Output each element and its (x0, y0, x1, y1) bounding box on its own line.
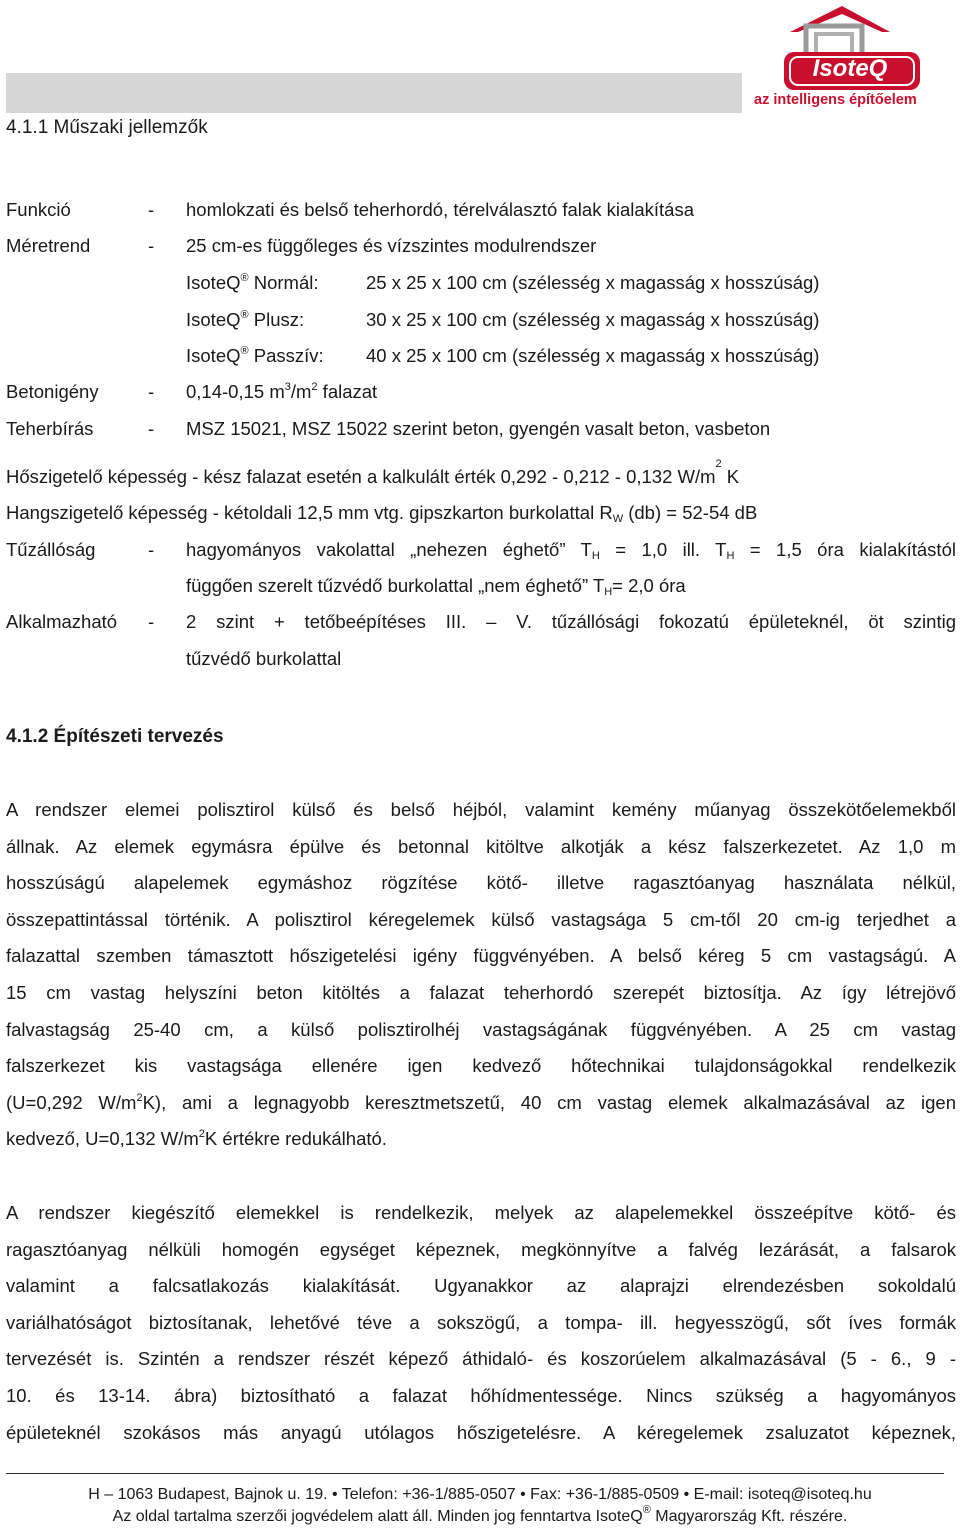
text-line: falazattal szemben támasztott hőszigetelési igény függvényében. A belső kéreg 5 cm vastagságú. A (6, 945, 956, 967)
variant-label: IsoteQ® Passzív: (186, 345, 324, 366)
footer-divider (6, 1473, 944, 1474)
spec-dash: - (148, 199, 155, 220)
text-line: tervezését is. Szintén a rendszer részét képező áthidaló- és koszorúelem alkalmazásával (5 - 6., 9 - (6, 1348, 956, 1370)
spec-dash: - (148, 381, 155, 402)
text-line: 15 cm vastag helyszíni beton kitöltés a falazat teherhordó szerepét biztosítja. Az így létrejövő (6, 981, 956, 1003)
text-line: 10. és 13-14. ábra) biztosítható a falazat hőhídmentessége. Nincs szükség a hagyományos (6, 1384, 956, 1406)
spec-value: függően szerelt tűzvédő burkolattal „nem éghető” $T_H= 2,0$ óra (186, 575, 686, 598)
spec-value: MSZ 15021, MSZ 15022 szerint beton, gyengén vasalt beton, vasbeton (186, 418, 771, 439)
spec-dash: - (148, 539, 155, 560)
spec-value: 0,14-0,15 $m^3/m^2$ falazat (186, 381, 378, 402)
footer-copyright: Az oldal tartalma szerzői jogvédelem alatt áll. Minden jog fenntartva IsoteQ® Magyarország Kft. részére. (112, 1504, 848, 1525)
logo-wordmark: IsoteQ (812, 55, 888, 82)
logo-tagline: az intelligens építőelem (754, 92, 917, 108)
variant-label: IsoteQ® Plusz: (186, 309, 305, 330)
text-line: valamint a falcsatlakozás kialakítását. Ugyanakkor az alaprajzi elrendezésben sokoldalú (6, 1275, 956, 1297)
text-line: épületeknél szokásos más anyagú utólagos hőszigetelésre. A kéregelemek zsaluzatot képeznek, (6, 1421, 956, 1443)
paragraph-2 (6, 1195, 956, 1451)
spec-label: Tűzállóság (6, 539, 96, 560)
spec-value: hagyományos vakolattal „nehezen éghető” $T_H = 1,0$ ill. $T_H = 1,5$ óra kialakítástól (186, 539, 956, 562)
text-line: kedvező, U=0,132 $W/m^2K$ értékre redukálható. (6, 1128, 387, 1150)
variant-dims: 40 x 25 x 100 cm (szélesség x magasság x hosszúság) (366, 345, 820, 366)
variant-dims: 25 x 25 x 100 cm (szélesség x magasság x hosszúság) (366, 272, 820, 293)
text-line: állnak. Az elemek egymásra épülve és betonnal kitöltve alkotják a kész falszerkezetet. Az 1,0 m (6, 835, 956, 857)
spec-value: tűzvédő burkolattal (186, 648, 342, 669)
spec-value: 2 szint + tetőbeépítéses III. – V. tűzállósági fokozatú épületeknél, öt szintig (186, 611, 956, 632)
spec-label: Alkalmazható (6, 611, 118, 632)
section-title-1: 4.1.1 Műszaki jellemzők (6, 117, 208, 138)
text-line: összepattintással történik. A polisztirol kéregelemek külső vastagsága 5 cm-től 20 cm-ig terjedhet a (6, 908, 956, 930)
spec-dash: - (148, 235, 155, 256)
variant-dims: 30 x 25 x 100 cm (szélesség x magasság x hosszúság) (366, 309, 820, 330)
spec-label: Méretrend (6, 235, 91, 256)
header-bar (6, 73, 742, 113)
section-title-2: 4.1.2 Építészeti tervezés (6, 726, 224, 747)
text-line: falszerkezet kis vastagsága ellenére igen kedvező hőtechnikai tulajdonságokkal rendelkezik (6, 1055, 956, 1077)
spec-dash: - (148, 418, 155, 439)
footer-contact: H – 1063 Budapest, Bajnok u. 19. • Telefon: +36-1/885-0507 • Fax: +36-1/885-0509 • E-mail: isoteq@isoteq.hu (88, 1486, 872, 1503)
text-line: A rendszer kiegészítő elemekkel is rendelkezik, melyek az alapelemekkel összeépítve kötő- és (6, 1202, 956, 1223)
paragraph-1 (6, 792, 956, 1158)
text-line: hosszúságú alapelemek egymáshoz rögzítése kötő- illetve ragasztóanyag használata nélkül, (6, 872, 956, 894)
text-line: variálhatóságot biztosítanak, lehetővé téve a sokszögű, a tompa- ill. hegyesszögű, sőt íves formák (6, 1311, 956, 1333)
spec-label: Betonigény (6, 381, 99, 402)
text-line: falvastagság 25-40 cm, a külső polisztirolhéj vastagságának függvényében. A 25 cm vastag (6, 1018, 956, 1040)
spec-dash: - (148, 611, 155, 632)
variant-label: IsoteQ® Normál: (186, 272, 319, 293)
spec-label: Funkció (6, 199, 71, 220)
text-line: ragasztóanyag nélküli homogén egységet képeznek, megkönnyítve a falvég lezárását, a falsarok (6, 1238, 956, 1260)
spec-row-hoszigetelo: Hőszigetelő képesség - kész falazat esetén a kalkulált érték 0,292 - 0,212 - 0,132 $W/m^2$ K (6, 458, 740, 487)
spec-value: 25 cm-es függőleges és vízszintes modulrendszer (186, 235, 597, 256)
text-line: A rendszer elemei polisztirol külső és belső héjból, valamint kemény műanyag összekötőelemekből (6, 799, 956, 820)
spec-label: Teherbírás (6, 418, 94, 439)
spec-value: homlokzati és belső teherhordó, térelválasztó falak kialakítása (186, 199, 694, 220)
spec-row-hangszigetelo: Hangszigetelő képesség - kétoldali 12,5 mm vtg. gipszkarton burkolattal $R_W$ (db) = 52-54 dB (6, 502, 758, 525)
text-line: (U=0,292 $W/m^2K$), ami a legnagyobb keresztmetszetű, 40 cm vastag elemek alkalmazásával az igen (6, 1091, 956, 1113)
